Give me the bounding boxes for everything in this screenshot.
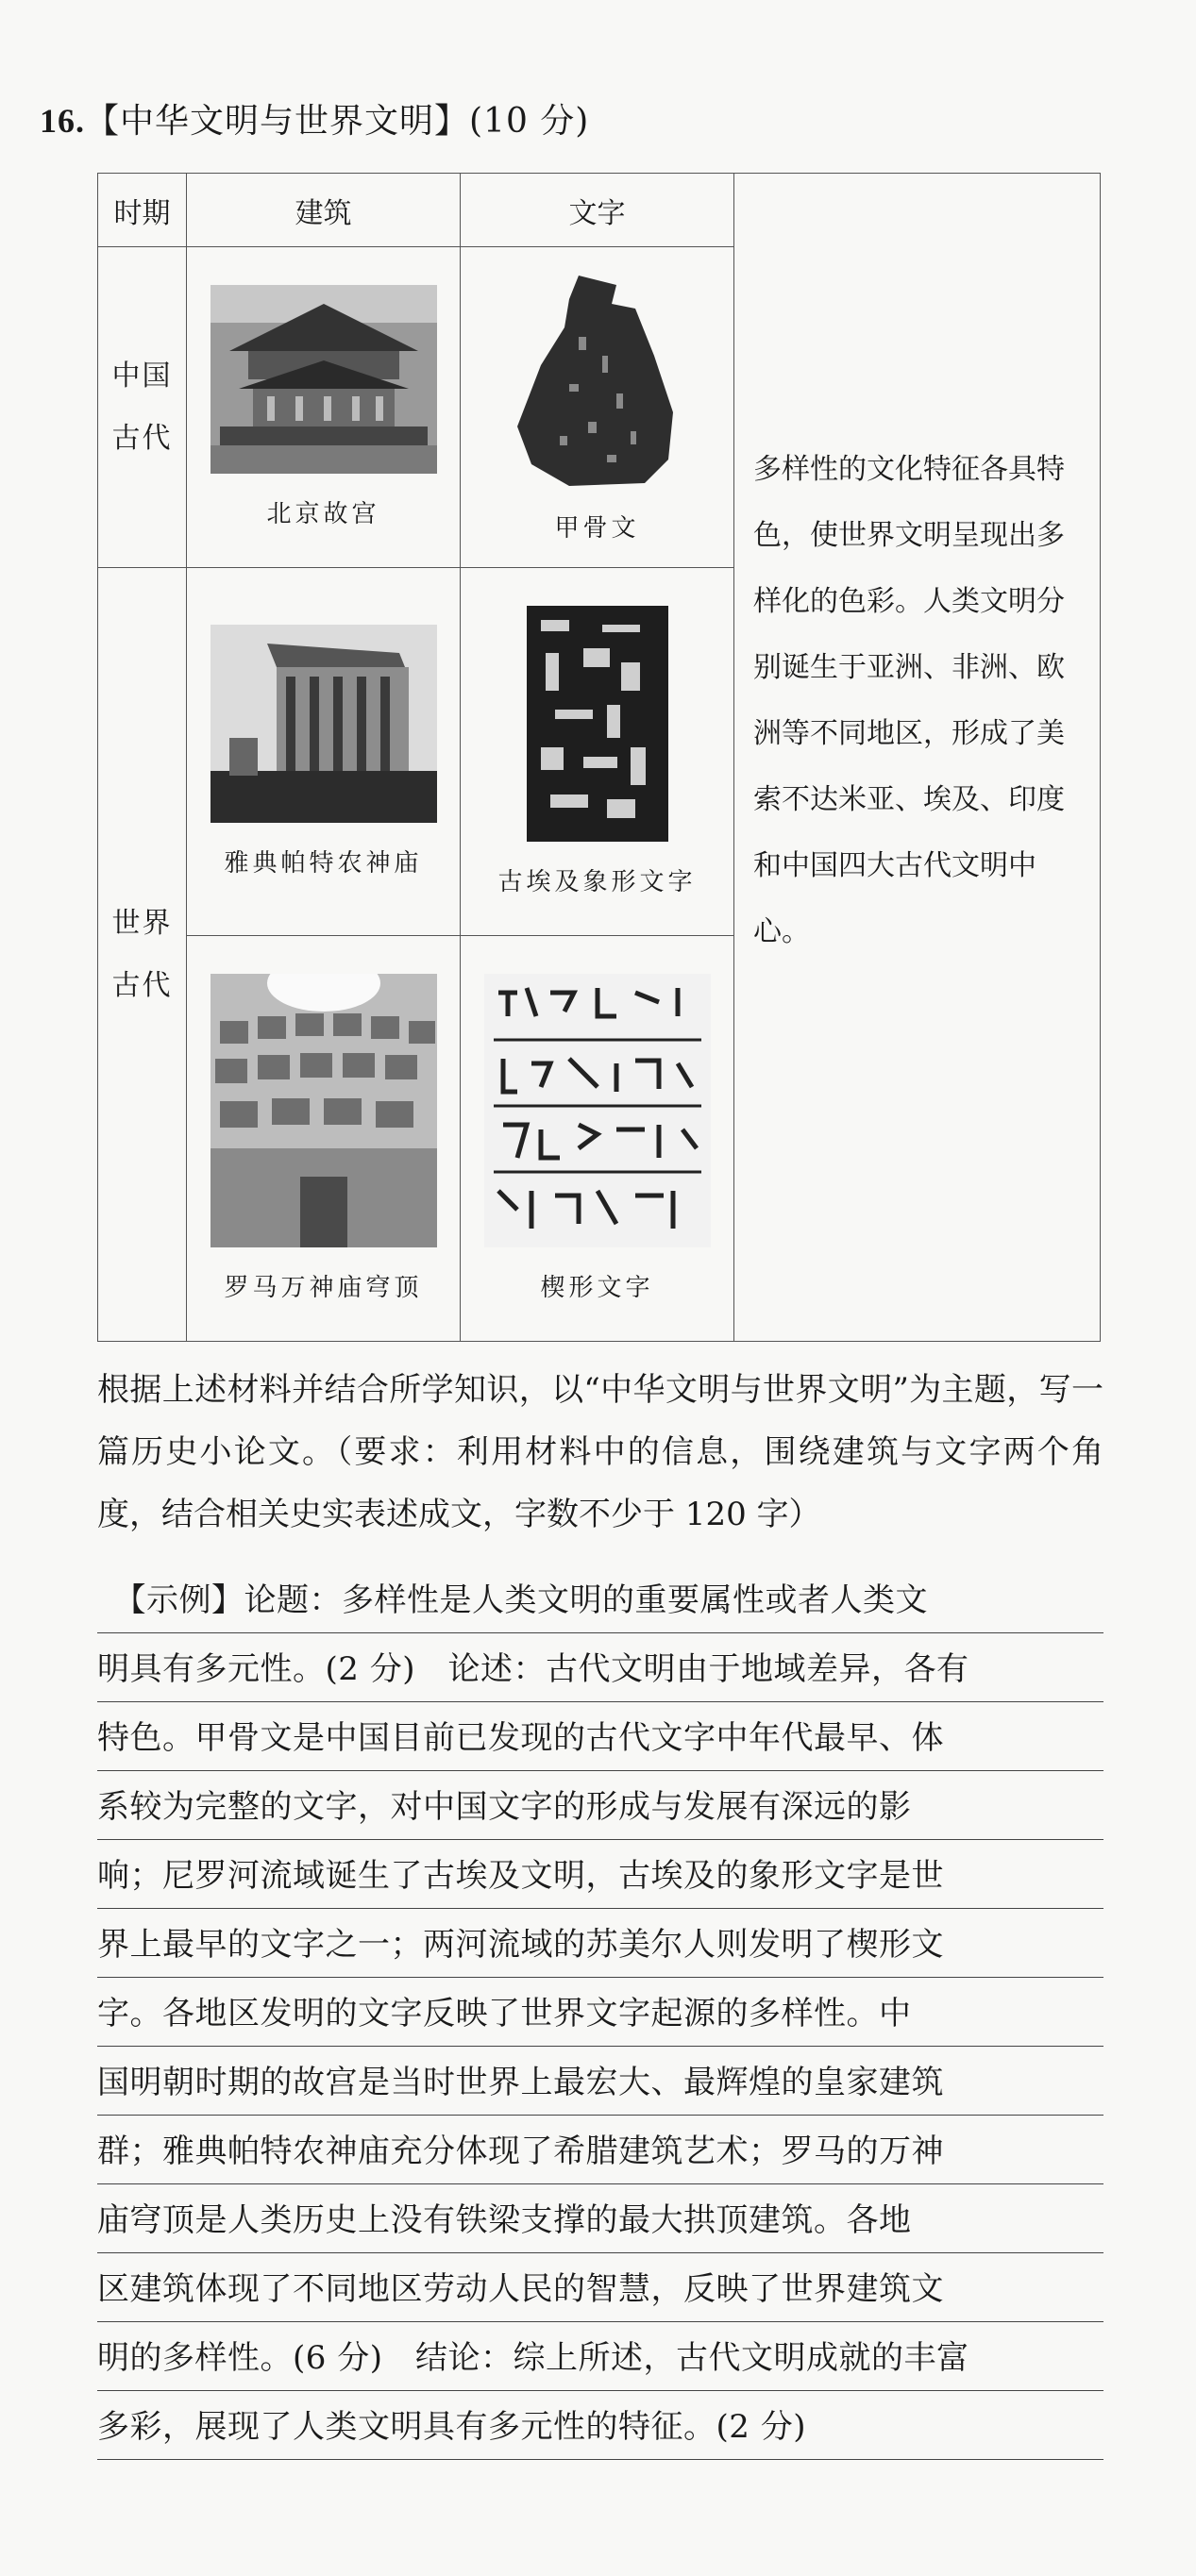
caption-parthenon: 雅典帕特农神庙: [224, 849, 423, 878]
material-description: 多样性的文化特征各具特色，使世界文明呈现出多样化的色彩。人类文明分别诞生于亚洲、非洲、欧洲等不同地区，形成了美索不达米亚、埃及、印度和中国四大古代文明中心。: [734, 174, 1101, 1342]
material-table: [97, 173, 1101, 1342]
pantheon-dome-image: [211, 974, 437, 1247]
answer-line: 特色。甲骨文是中国目前已发现的古代文字中年代最早、体: [97, 1702, 1103, 1771]
question-number: 16.: [40, 102, 85, 140]
answer-line: 群；雅典帕特农神庙充分体现了希腊建筑艺术；罗马的万神: [97, 2116, 1103, 2184]
hieroglyphs-image: [527, 606, 668, 842]
cuneiform-tablet-image: [484, 974, 711, 1247]
cell-parthenon: [187, 568, 461, 936]
answer-line: 明具有多元性。(2 分) 论述：古代文明由于地域差异，各有: [97, 1633, 1103, 1702]
cell-cuneiform: [461, 936, 734, 1342]
oracle-bone-image: [513, 271, 682, 488]
header-period: 时期: [98, 174, 187, 247]
parthenon-image: [211, 625, 437, 823]
task-prompt: 根据上述材料并结合所学知识，以“中华文明与世界文明”为主题，写一篇历史小论文。（要求：利用材料中的信息，围绕建筑与文字两个角度，结合相关史实表述成文，字数不少于 120 字）: [97, 1371, 1103, 1533]
caption-cuneiform: 楔形文字: [540, 1274, 654, 1302]
cell-forbidden-city: [187, 247, 461, 568]
answer-line: 界上最早的文字之一；两河流域的苏美尔人则发明了楔形文: [97, 1909, 1103, 1978]
cell-pantheon: [187, 936, 461, 1342]
header-architecture: 建筑: [187, 174, 461, 247]
cell-oracle-bone: [461, 247, 734, 568]
answer-line: 国明朝时期的故宫是当时世界上最宏大、最辉煌的皇家建筑: [97, 2047, 1103, 2116]
header-script: 文字: [461, 174, 734, 247]
answer-line: 区建筑体现了不同地区劳动人民的智慧，反映了世界建筑文: [97, 2253, 1103, 2322]
era-ancient-world-label: 世界 古代: [111, 906, 173, 1002]
question-heading: 【中华文明与世界文明】(10 分): [85, 102, 590, 141]
era-ancient-china-label: 中国 古代: [111, 359, 173, 455]
answer-line: 多彩，展现了人类文明具有多元性的特征。(2 分): [97, 2391, 1103, 2460]
answer-line: 明的多样性。(6 分) 结论：综上所述，古代文明成就的丰富: [97, 2322, 1103, 2391]
caption-pantheon: 罗马万神庙穹顶: [224, 1274, 423, 1302]
answer-line: 庙穹顶是人类历史上没有铁梁支撑的最大拱顶建筑。各地: [97, 2184, 1103, 2253]
answer-line: 响；尼罗河流域诞生了古埃及文明，古埃及的象形文字是世: [97, 1840, 1103, 1909]
forbidden-city-image: [211, 285, 437, 474]
era-ancient-china: [98, 247, 187, 568]
answer-line: 字。各地区发明的文字反映了世界文字起源的多样性。中: [97, 1978, 1103, 2047]
question-title: [40, 94, 589, 142]
caption-forbidden-city: 北京故宫: [266, 500, 380, 528]
answer-line: 系较为完整的文字，对中国文字的形成与发展有深远的影: [97, 1771, 1103, 1840]
era-ancient-world: [98, 568, 187, 1342]
cell-hieroglyphs: [461, 568, 734, 936]
caption-hieroglyphs: 古埃及象形文字: [497, 868, 697, 896]
caption-oracle-bone: 甲骨文: [554, 514, 640, 543]
sample-answer: [97, 1564, 1103, 2460]
answer-line: 【示例】论题：多样性是人类文明的重要属性或者人类文: [97, 1564, 1103, 1633]
